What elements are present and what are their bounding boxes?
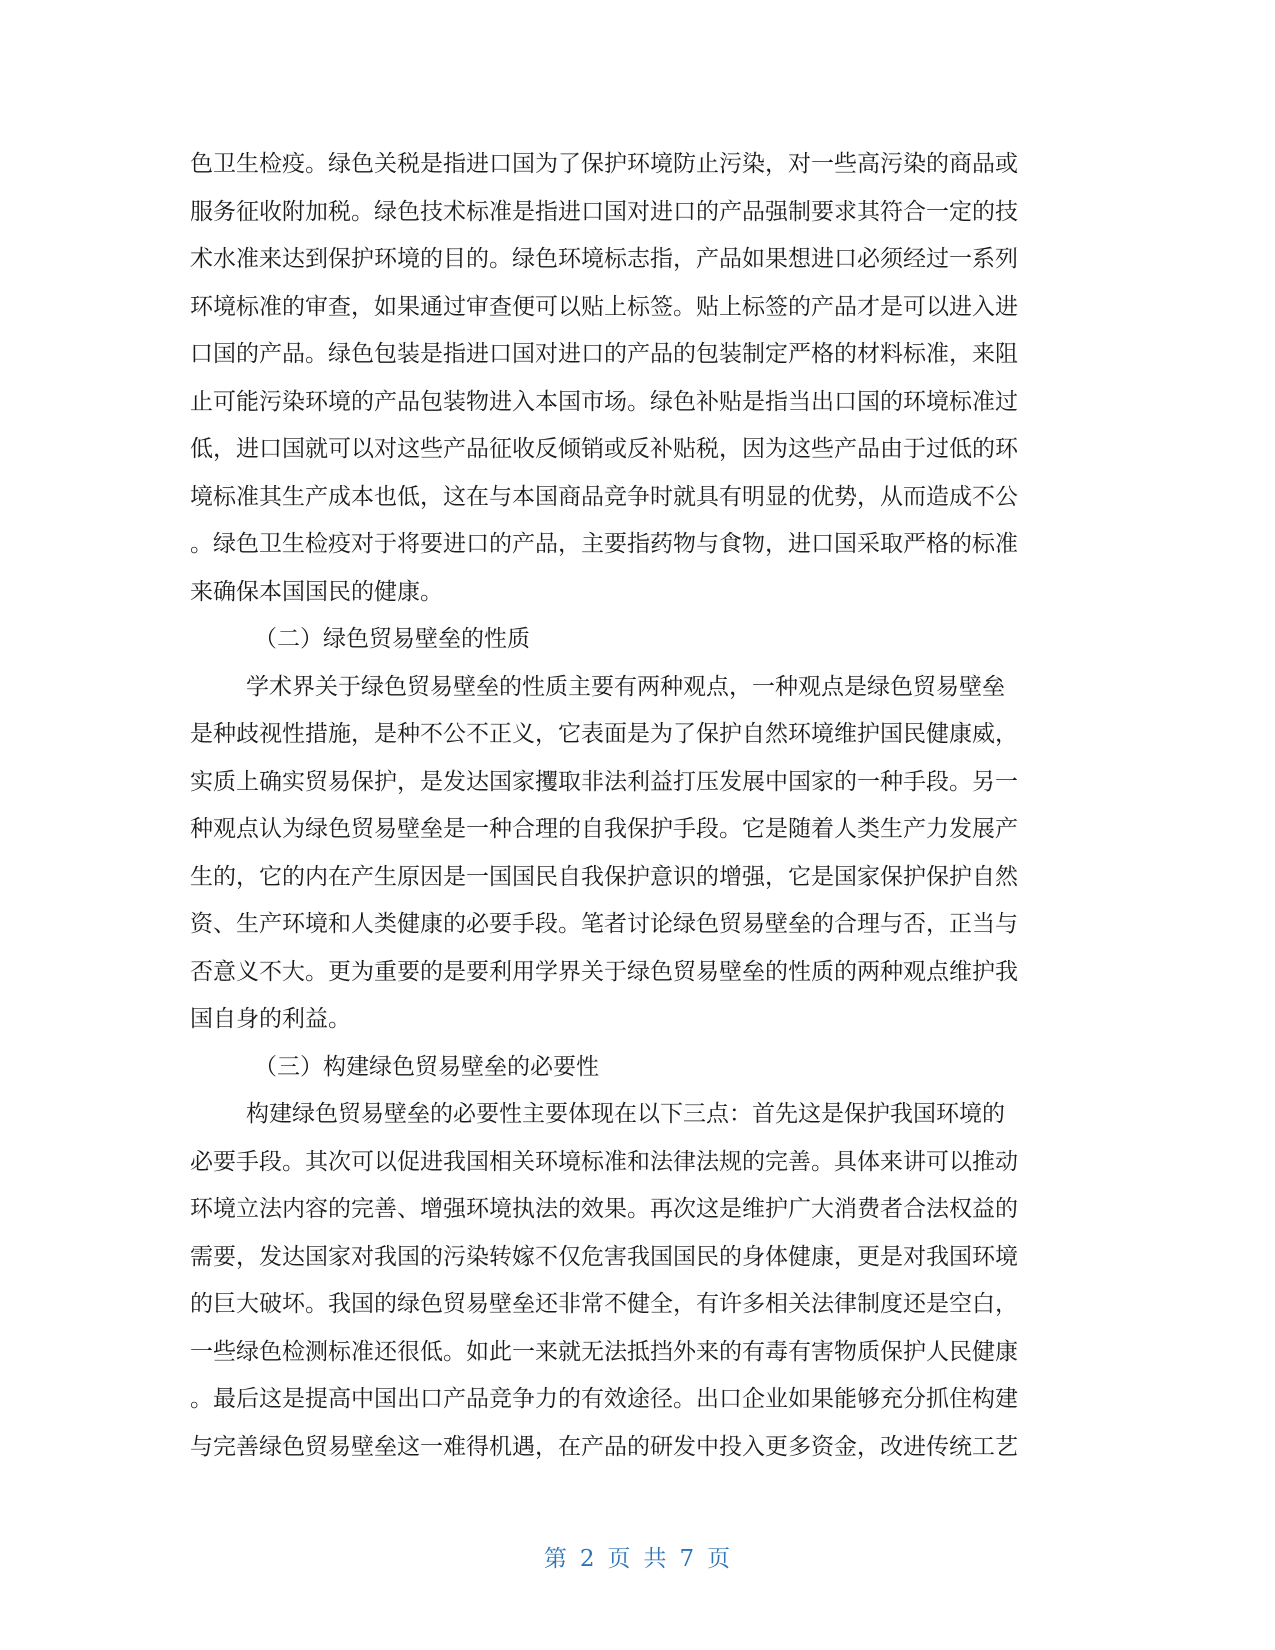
text-line: 的巨大破坏。我国的绿色贸易壁垒还非常不健全，有许多相关法律制度还是空白， — [190, 1291, 1018, 1317]
text-line: 术水准来达到保护环境的目的。绿色环境标志指，产品如果想进口必须经过一系列 — [190, 246, 1018, 272]
text-line: 与完善绿色贸易壁垒这一难得机遇，在产品的研发中投入更多资金，改进传统工艺 — [190, 1433, 1018, 1460]
text-line: 需要，发达国家对我国的污染转嫁不仅危害我国国民的身体健康，更是对我国环境 — [190, 1243, 1018, 1270]
text-line: 学术界关于绿色贸易壁垒的性质主要有两种观点，一种观点是绿色贸易壁垒 — [246, 673, 1005, 700]
footer-di: 第 — [543, 1546, 568, 1572]
text-line: 实质上确实贸易保护，是发达国家攫取非法利益打压发展中国家的一种手段。另一 — [190, 768, 1018, 795]
total-page-number: 7 — [679, 1546, 696, 1572]
text-line: 种观点认为绿色贸易壁垒是一种合理的自我保护手段。它是随着人类生产力发展产 — [190, 816, 1018, 842]
text-line: 来确保本国国民的健康。 — [190, 578, 443, 605]
text-line: 低，进口国就可以对这些产品征收反倾销或反补贴税，因为这些产品由于过低的环 — [190, 436, 1018, 462]
text-line: 。最后这是提高中国出口产品竞争力的有效途径。出口企业如果能够充分抓住构建 — [190, 1386, 1018, 1412]
footer-ye: 页 — [607, 1546, 632, 1572]
text-line: 服务征收附加税。绿色技术标准是指进口国对进口的产品强制要求其符合一定的技 — [190, 198, 1018, 225]
section-heading-necessity: （三）构建绿色贸易壁垒的必要性 — [254, 1053, 599, 1080]
text-line: 环境立法内容的完善、增强环境执法的效果。再次这是维护广大消费者合法权益的 — [190, 1196, 1018, 1222]
text-line: 口国的产品。绿色包装是指进口国对进口的产品的包装制定严格的材料标准，来阻 — [190, 341, 1018, 367]
text-line: 止可能污染环境的产品包装物进入本国市场。绿色补贴是指当出口国的环境标准过 — [190, 388, 1018, 415]
footer-ye-end: 页 — [707, 1546, 732, 1572]
text-line: 境标准其生产成本也低，这在与本国商品竞争时就具有明显的优势，从而造成不公 — [190, 483, 1018, 510]
current-page-number: 2 — [579, 1546, 596, 1572]
page-number-footer — [0, 1540, 1275, 1573]
text-line: 环境标准的审查，如果通过审查便可以贴上标签。贴上标签的产品才是可以进入进 — [190, 293, 1018, 320]
section-heading-nature: （二）绿色贸易壁垒的性质 — [254, 626, 530, 652]
text-line: 必要手段。其次可以促进我国相关环境标准和法律法规的完善。具体来讲可以推动 — [190, 1148, 1018, 1175]
text-line: 否意义不大。更为重要的是要利用学界关于绿色贸易壁垒的性质的两种观点维护我 — [190, 958, 1018, 985]
text-line: 色卫生检疫。绿色关税是指进口国为了保护环境防止污染，对一些高污染的商品或 — [190, 151, 1018, 177]
text-line: 生的，它的内在产生原因是一国国民自我保护意识的增强，它是国家保护保护自然 — [190, 863, 1018, 890]
text-line: 构建绿色贸易壁垒的必要性主要体现在以下三点：首先这是保护我国环境的 — [246, 1101, 1005, 1127]
text-line: 国自身的利益。 — [190, 1006, 351, 1032]
footer-gong: 共 — [643, 1546, 668, 1572]
text-line: 。绿色卫生检疫对于将要进口的产品，主要指药物与食物，进口国采取严格的标准 — [190, 531, 1018, 557]
text-line: 一些绿色检测标准还很低。如此一来就无法抵挡外来的有毒有害物质保护人民健康 — [190, 1338, 1018, 1365]
document-body — [190, 141, 1086, 1471]
text-line: 是种歧视性措施，是种不公不正义，它表面是为了保护自然环境维护国民健康威， — [190, 721, 1018, 747]
text-line: 资、生产环境和人类健康的必要手段。笔者讨论绿色贸易壁垒的合理与否，正当与 — [190, 911, 1018, 937]
